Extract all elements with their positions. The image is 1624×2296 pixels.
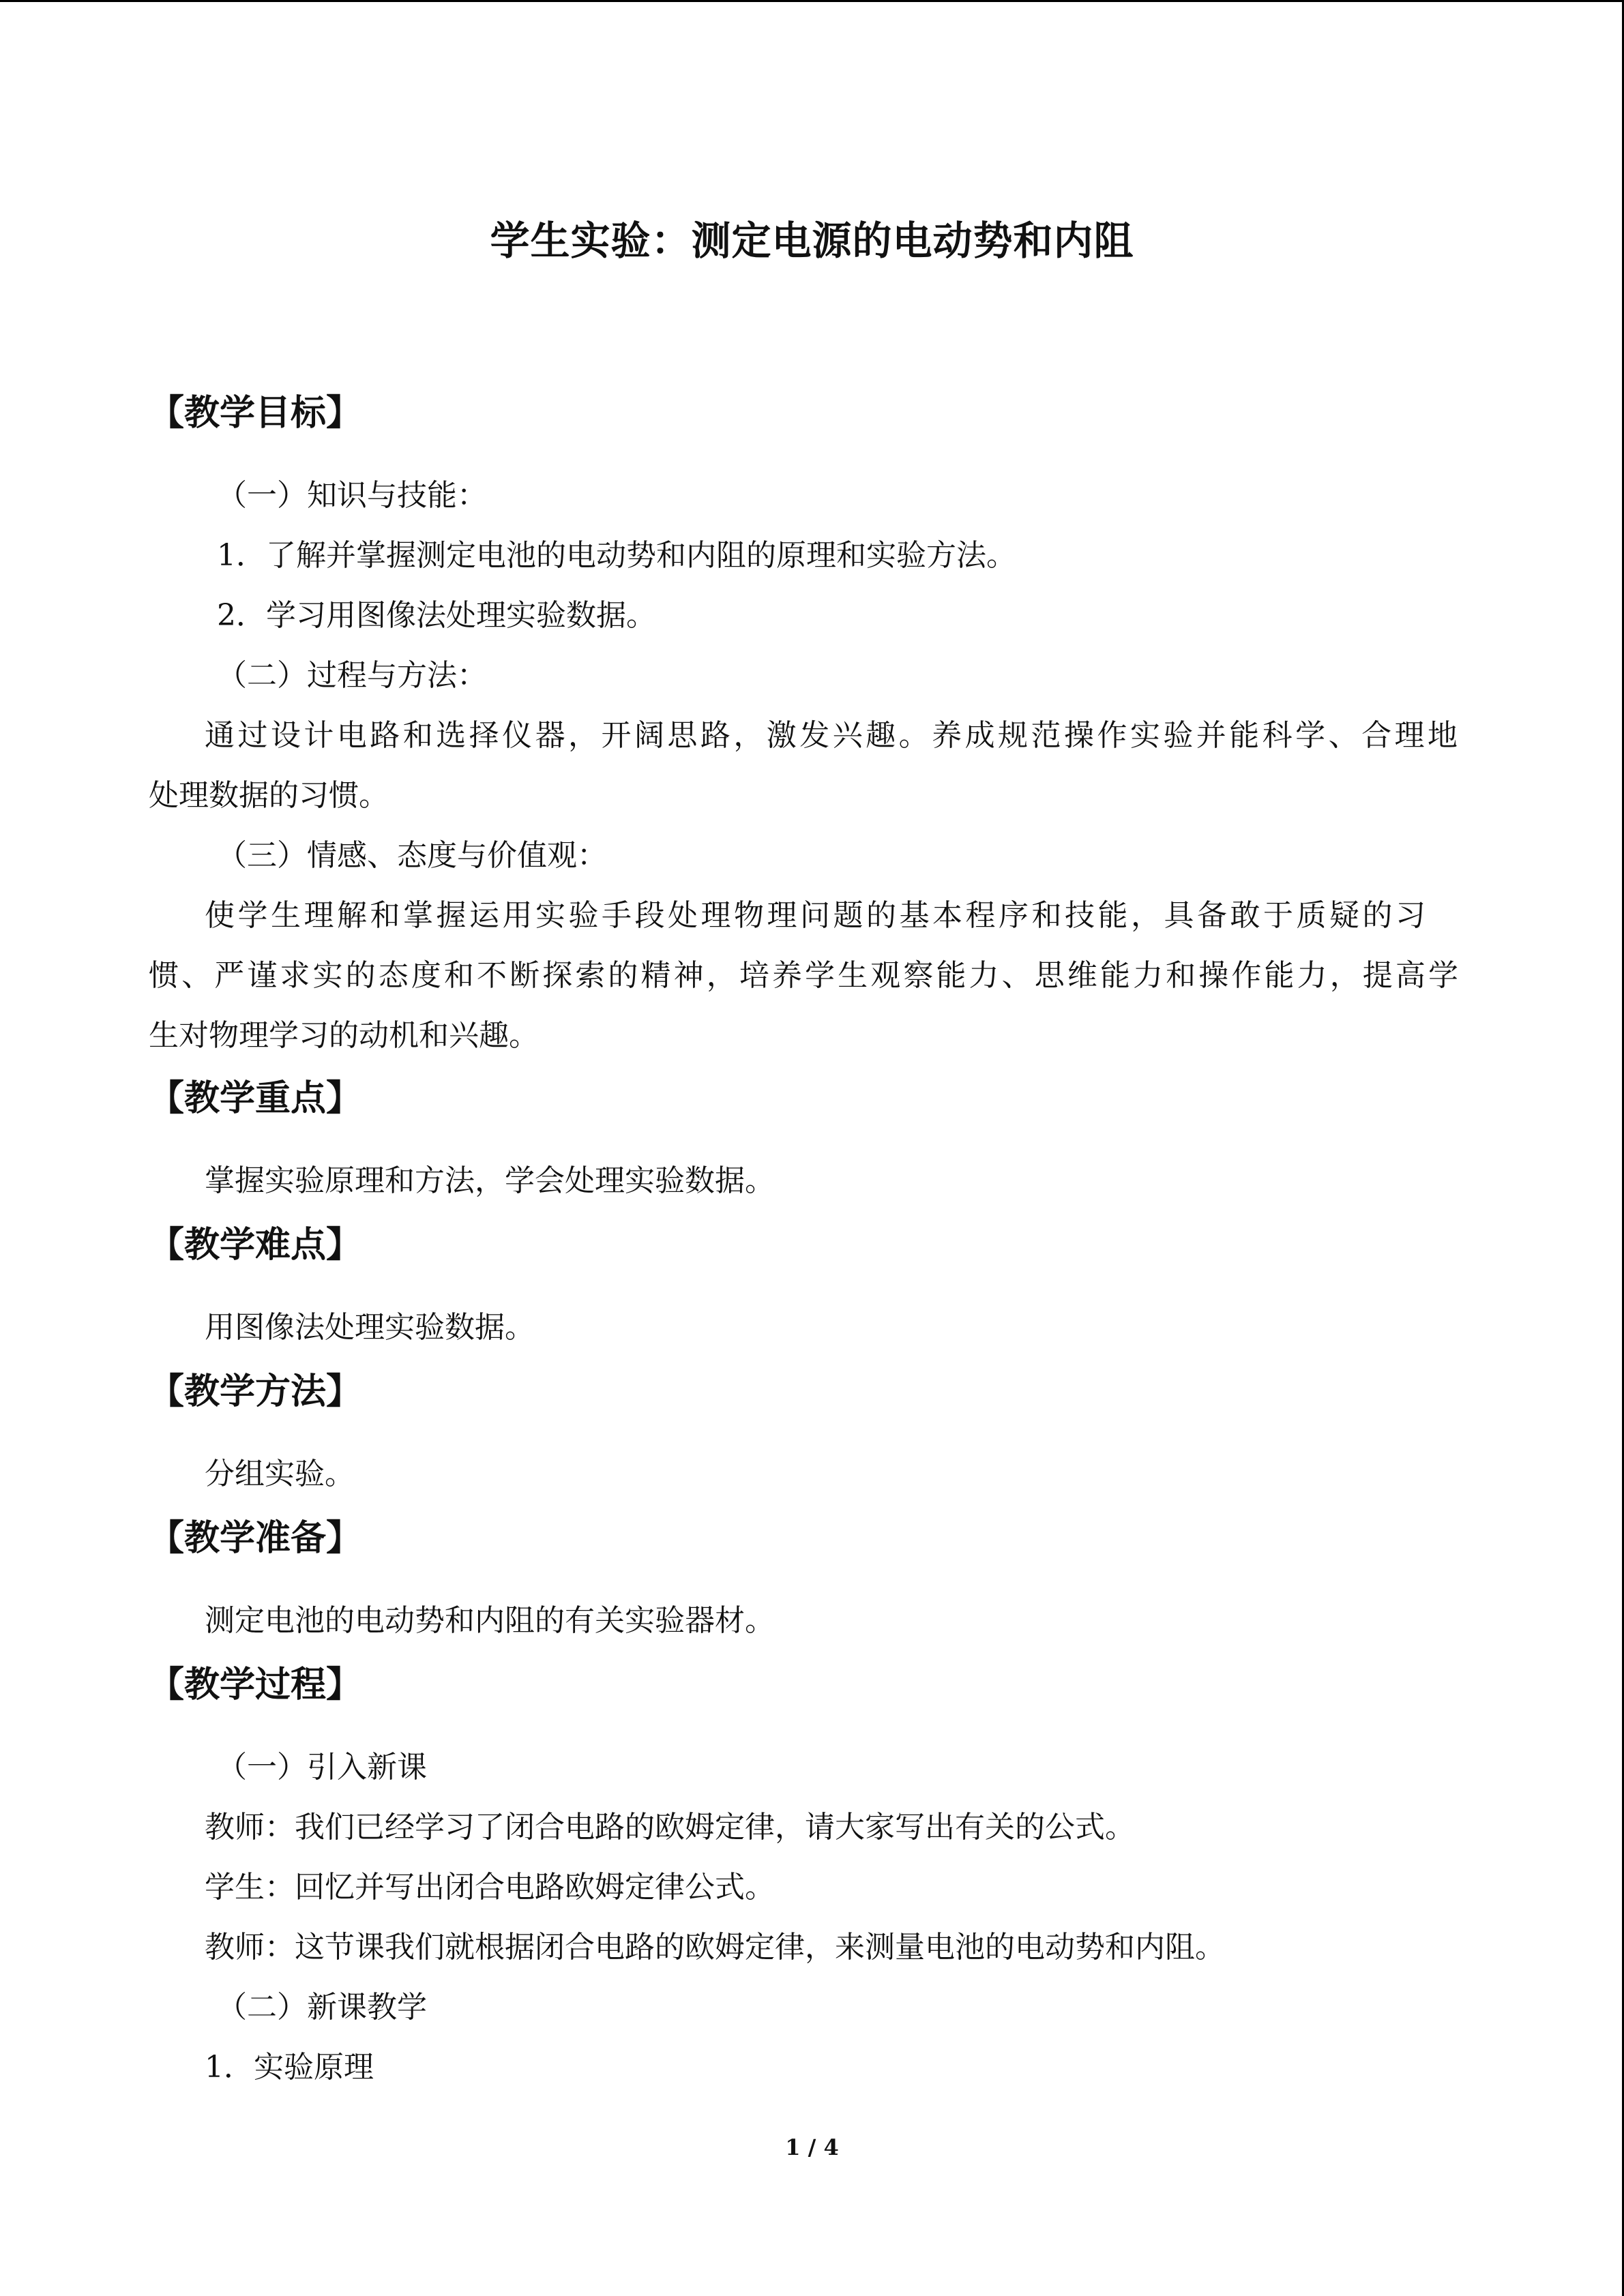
heading-methods: 【教学方法】: [149, 1371, 362, 1412]
process-item-principle: 1．实验原理: [205, 2050, 374, 2085]
process-sub-intro: （一）引入新课: [217, 1750, 427, 1785]
heading-key-points: 【教学重点】: [149, 1078, 362, 1119]
heading-preparation: 【教学准备】: [149, 1518, 362, 1559]
objectives-sub-knowledge: （一）知识与技能：: [217, 478, 487, 513]
preparation-text: 测定电池的电动势和内阻的有关实验器材。: [205, 1603, 775, 1638]
objectives-attitude-text-line1: 使学生理解和掌握运用实验手段处理物理问题的基本程序和技能，具备敢于质疑的习: [205, 898, 1426, 933]
process-line-teacher-2: 教师：这节课我们就根据闭合电路的欧姆定律，来测量电池的电动势和内阻。: [205, 1930, 1225, 1965]
document-title: 学生实验：测定电源的电动势和内阻: [490, 218, 1134, 264]
heading-objectives: 【教学目标】: [149, 393, 362, 434]
objectives-process-text-line2: 处理数据的习惯。: [149, 778, 389, 813]
objectives-attitude-text-line3: 生对物理学习的动机和兴趣。: [149, 1018, 539, 1053]
objectives-sub-attitude: （三）情感、态度与价值观：: [217, 838, 607, 873]
process-line-student: 学生：回忆并写出闭合电路欧姆定律公式。: [205, 1870, 775, 1905]
objectives-sub-process: （二）过程与方法：: [217, 658, 487, 693]
process-line-teacher-1: 教师：我们已经学习了闭合电路的欧姆定律，请大家写出有关的公式。: [205, 1810, 1135, 1845]
objectives-item-1: 1．了解并掌握测定电池的电动势和内阻的原理和实验方法。: [217, 538, 1016, 573]
heading-difficulties: 【教学难点】: [149, 1225, 362, 1266]
methods-text: 分组实验。: [205, 1457, 355, 1491]
key-points-text: 掌握实验原理和方法，学会处理实验数据。: [205, 1163, 775, 1198]
process-sub-new-lesson: （二）新课教学: [217, 1990, 427, 2025]
page-number: 1 / 4: [785, 2134, 839, 2160]
heading-process: 【教学过程】: [149, 1665, 362, 1705]
objectives-process-text-line1: 通过设计电路和选择仪器，开阔思路，激发兴趣。养成规范操作实验并能科学、合理地: [205, 718, 1458, 753]
page-border-top: [0, 0, 1624, 2]
objectives-item-2: 2．学习用图像法处理实验数据。: [217, 598, 656, 633]
objectives-attitude-text-line2: 惯、严谨求实的态度和不断探索的精神，培养学生观察能力、思维能力和操作能力，提高学: [149, 958, 1458, 993]
difficulties-text: 用图像法处理实验数据。: [205, 1310, 535, 1345]
